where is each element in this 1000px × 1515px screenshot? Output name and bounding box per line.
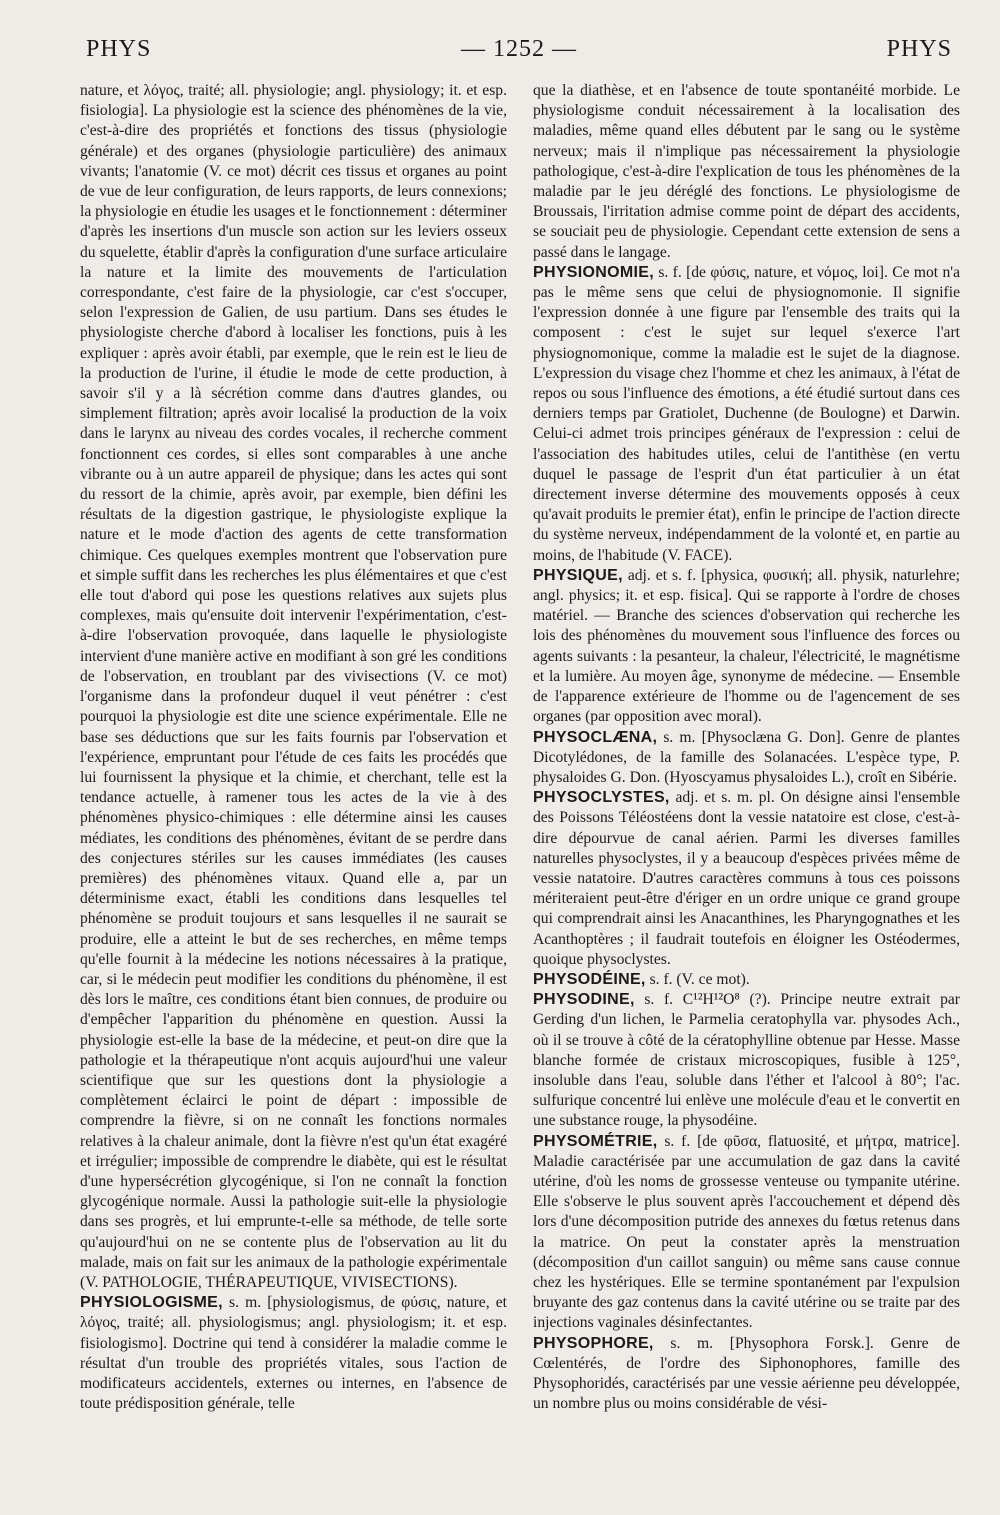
entry-headword: PHYSOMÉTRIE, <box>533 1132 658 1150</box>
header-left-guide-word: PHYS <box>86 36 152 62</box>
dictionary-entry <box>80 1293 507 1414</box>
entry-headword: PHYSIONOMIE, <box>533 263 654 281</box>
entry-definition: adj. et s. m. pl. On désigne ainsi l'ensemble des Poissons Téléostéens dont la vessie natatoire est close, c'est-à-dire dépourvue de canal aérien. Parmi les diverses familles naturelles physoclystes, il y a beaucoup d'espèces privées même de vessie natatoire. D'autres caractères communs à tous ces poissons mériteraient peut-être d'ériger en un ordre unique ce grand groupe qui comprendrait ainsi les Anacanthines, les Pharyngognathes et les Acanthoptères ; il faudrait toutefois en éloigner les Ostéodermes, quoique physoclystes. <box>533 789 960 968</box>
entry-definition: s. f. C¹²H¹²O⁸ (?). Principe neutre extrait par Gerding d'un lichen, le Parmelia ceratophylla var. physodes Ach., où il se trouve à côté de la cératophylline obtenue par Hesse. Masse blanche formée de cristaux microscopiques, fusible à 125°, insoluble dans l'eau, soluble dans l'éther et l'alcool à 80°; l'ac. sulfurique concentré lui enlève une molécule d'eau et le convertit en une substance rouge, la physodéine. <box>533 991 960 1130</box>
entry-definition: adj. et s. f. [physica, φυσική; all. physik, naturlehre; angl. physics; it. et esp. fisica]. Qui se rapporte à l'ordre de choses matériel. — Branche des sciences d'observation qui recherche les lois des phénomènes du mouvement sous l'influence des forces ou agents suivants : la pesanteur, la chaleur, l'électricité, le magnétisme et la lumière. Au moyen âge, synonyme de médecine. — Ensemble de l'apparence extérieure de l'homme ou de l'agencement de ses organes (par opposition avec moral). <box>533 566 960 726</box>
dictionary-entry <box>533 263 960 566</box>
entry-definition: s. f. [de φῦσα, flatuosité, et μήτρα, matrice]. Maladie caractérisée par une accumulation de gaz dans la cavité utérine, d'où les noms de grossesse venteuse ou tympanite utérine. Elle s'observe le plus souvent après l'accouchement et dépend dès lors d'une décomposition putride des annexes du fœtus retenus dans la matrice. On peut la constater après la menstruation (décomposition d'un caillot sanguin) ou même sans cause connue chez les hystériques. Elle se termine spontanément par l'expulsion bruyante des gaz contenus dans la cavité utérine ou se traite par des injections vaginales désinfectantes. <box>533 1132 961 1332</box>
running-header <box>86 36 952 63</box>
entry-headword: PHYSOCLYSTES, <box>533 789 670 807</box>
page-number: — 1252 — <box>461 36 577 62</box>
entry-headword: PHYSIQUE, <box>533 566 623 584</box>
entry-headword: PHYSOPHORE, <box>533 1334 654 1352</box>
entry-definition: s. f. [de φύσις, nature, et νόμος, loi]. Ce mot n'a pas le même sens que celui de physiognomonie. Il signifie l'expression donnée à une figure par l'ensemble des traits qui la composent : c'est le sujet sur lequel s'exerce l'art physiognomonique, comme la maladie est le sujet de la diagnose. L'expression du visage chez l'homme et chez les animaux, à l'état de repos ou sous l'influence des émotions, a été étudié surtout dans ces derniers temps par Gratiolet, Duchenne (de Boulogne) et Darwin. Celui-ci admet trois principes généraux de l'expression : celui de l'association des habitudes utiles, celui de l'antithèse (en vertu duquel le passage de l'esprit d'un état particulier à un état directement inverse détermine des mouvements opposés à ceux qu'avait produits le premier état), enfin le principe de l'action directe du système nerveux, indépendamment de la volonté et, en partie au moins, de l'habitude (V. FACE). <box>533 263 961 564</box>
right-column <box>533 81 960 1414</box>
entry-headword: PHYSODINE, <box>533 991 635 1009</box>
continued-entry-text: que la diathèse, et en l'absence de toute spontanéité morbide. Le physiologisme conduit nécessairement à la localisation des maladies, même quand elles débutent par le sang ou le système nerveux; mais il n'implique pas nécessairement la physiologie pathologique, c'est-à-dire l'explication de tous les phénomènes de la maladie par le jeu déréglé des fonctions. Le physiologisme de Broussais, l'irritation admise comme point de départ des accidents, se souciait peu de physiologie. Cependant cette extension de sens a passé dans le langage. <box>533 82 960 261</box>
entry-definition: s. m. [physiologismus, de φύσις, nature, et λόγος, traité; all. physiologismus; angl. physiologism; it. et esp. fisiologismo]. Doctrine qui tend à considérer la maladie comme le résultat d'un trouble des propriétés vitales, sous l'action de modificateurs accidentels, externes ou internes, en l'absence de toute prédisposition générale, telle <box>80 1294 507 1413</box>
entry-definition: s. m. [Physophora Forsk.]. Genre de Cœlentérés, de l'ordre des Siphonophores, famille des Physophoridés, caractérisés par une vessie aérienne peu développée, un nombre plus ou moins considérable de vési- <box>533 1334 960 1413</box>
continued-entry-text: nature, et λόγος, traité; all. physiologie; angl. physiology; it. et esp. fisiologia]. La physiologie est la science des phénomènes de la vie, c'est-à-dire des propriétés et fonctions des tissus (physiologie générale) et des organes (physiologie particulière) des animaux vivants; l'anatomie (V. ce mot) décrit ces tissus et organes au point de vue de leur configuration, de leurs rapports, de leurs connexions; la physiologie en étudie les usages et le fonctionnement : déterminer d'après les insertions d'un muscle son action sur les leviers osseux du squelette, établir d'après la configuration d'une surface articulaire la nature et la limite des mouvements de l'articulation correspondante, c'est faire de la physiologie, car c'est s'occuper, selon l'expression de Galien, de usu partium. Dans ses études le physiologiste cherche d'abord à localiser les fonctions, puis à les expliquer : après avoir établi, par exemple, que le rein est le lieu de la production de l'urine, il étudie le mode de cette production, à savoir s'il y a là sécrétion comme dans d'autres glandes, ou simplement filtration; après avoir localisé la production de la voix dans le larynx au niveau des cordes vocales, il recherche comment fonctionnent ces cordes, si elles sont comparables à une anche vibrante ou à un autre appareil de physique; dans les actes qui sont du ressort de la chimie, après avoir, par exemple, bien défini les résultats de la digestion gastrique, le physiologiste explique la nature et le mode d'action des agents de cette transformation chimique. Ces quelques exemples montrent que l'observation pure et simple suffit dans les recherches les plus élémentaires et que c'est elle tout d'abord qui pose les questions relatives aux sujets plus complexes, mais qu'ensuite doit intervenir l'expérimentation, c'est-à-dire l'observation provoquée, dans laquelle le physiologiste intervient d'une manière active en modifiant à son gré les conditions de l'observation, en troublant par des vivisections (V. ce mot) l'organisme dans la profondeur duquel il veut pénétrer : c'est pourquoi la physiologie est dite une science expérimentale. Elle ne base ses déductions que sur les faits fournis par l'observation et l'expérience, empruntant pour l'étude de ces faits les procédés que lui fournissent la physique et la chimie, et cherchant, telle est la tendance actuelle, à ramener tous les actes de la vie à des phénomènes physico-chimiques : elle détermine ainsi les causes médiates, les conditions des phénomènes, évitant de se perdre dans des conjectures stériles sur les causes immédiates (les causes premières) des phénomènes vitaux. Quand elle a, par un déterminisme exact, établi les conditions dans lesquelles tel phénomène se produit toujours et sans lesquelles il ne saurait se produire, elle a atteint le but de ses recherches, en même temps qu'elle fournit à la médecine les notions nécessaires à la pratique, car, si le médecin peut modifier les conditions du phénomène, il est dès lors le maître, ces conditions étant bien connues, de produire ou d'empêcher l'apparition du phénomène en question. Aussi la physiologie est-elle la base de la médecine, et peut-on dire que la pathologie et la thérapeutique n'ont acquis aujourd'hui une valeur scientifique que sur les questions dont la physiologie a complètement éclairci le point de départ : impossible de comprendre la fièvre, si on ne connaît les fonctions normales relatives à la chaleur animale, dont la fièvre n'est qu'un état exagéré et irrégulier; impossible de comprendre le diabète, qui est le résultat d'une hypersécrétion glycogénique, si l'on ne connaît la fonction glycogénique normale. Aussi la pathologie suit-elle la physiologie dans ses progrès, et lui emprunte-t-elle sa méthode, de telle sorte qu'aujourd'hui on ne se contente plus de l'observation au lit du malade, mais on fait sur les animaux de la pathologie expérimentale (V. PATHOLOGIE, THÉRAPEUTIQUE, VIVISECTIONS). <box>80 82 507 1291</box>
entry-definition: s. m. [Physoclæna G. Don]. Genre de plantes Dicotylédones, de la famille des Solanacées. L'espèce type, P. physaloides G. Don. (Hyoscyamus physaloides L.), croît en Sibérie. <box>533 728 960 786</box>
left-column <box>80 81 507 1414</box>
dictionary-entry <box>533 566 960 728</box>
header-right-guide-word: PHYS <box>886 36 952 62</box>
dictionary-entry <box>533 1334 960 1415</box>
dictionary-entry <box>533 1132 960 1334</box>
dictionary-entry <box>533 970 960 990</box>
entry-headword: PHYSOCLÆNA, <box>533 728 658 746</box>
entry-definition: s. f. (V. ce mot). <box>649 970 750 988</box>
entry-headword: PHYSIOLOGISME, <box>80 1294 223 1312</box>
dictionary-entry <box>533 788 960 970</box>
dictionary-entry <box>533 728 960 789</box>
dictionary-entry <box>533 990 960 1131</box>
entry-headword: PHYSODÉINE, <box>533 970 646 988</box>
